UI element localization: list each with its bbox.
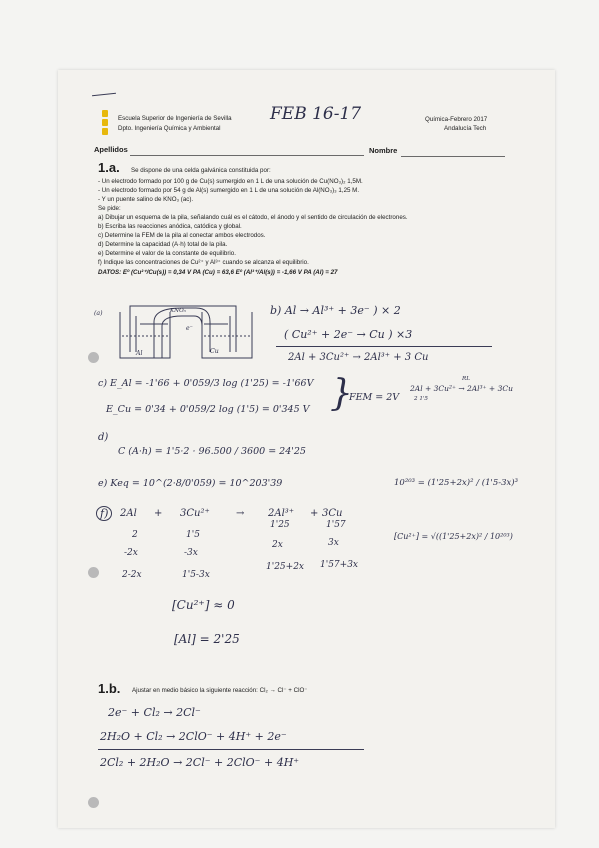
nombre-label: Nombre [369,146,398,155]
part-f-eq-cu: 1'5-3x [182,570,210,580]
galvanic-cell-sketch [110,302,270,372]
university-logo-icon [102,110,108,137]
punch-hole-3 [88,797,99,808]
part-f-label: f) [96,506,112,521]
task-c: c) Determine la FEM de la pila al conectar ambos electrodos. [98,232,266,239]
part-1b-line-2: 2H₂O + Cl₂ → 2ClO⁻ + 4H⁺ + 2e⁻ [100,730,287,743]
part-f-result-cu: [Cu²⁺] ≈ 0 [172,598,235,612]
part-a-label: (a) [94,310,103,317]
part-f-result-al: [Al] = 2'25 [174,632,240,646]
part-c-side-values: 2 1'5 [414,396,428,402]
part-f-eq-al: 2-2x [122,570,142,580]
se-pide-label: Se pide: [98,205,121,212]
task-e: e) Determine el valor de la constante de equilibrio. [98,250,236,257]
part-f-change-cu-product: 3x [328,538,339,548]
part-d-line-1: C (A·h) = 1'5·2 · 96.500 / 3600 = 24'25 [118,446,306,457]
part-d-label: d) [98,432,109,443]
sketch-kno3-label: KNO₃ [170,308,186,314]
part-f-initial-cu: 1'5 [186,530,200,540]
part-f-reaction-arrow: → [236,508,245,519]
part-b-underline [276,346,492,347]
part-1b-line-3: 2Cl₂ + 2H₂O → 2Cl⁻ + 2ClO⁻ + 4H⁺ [100,756,300,769]
question-1b-text: Ajustar en medio básico la siguiente reacción: Cl₂ → Cl⁻ + ClO⁻ [132,687,308,694]
part-e-line-1: e) Keq = 10^(2·8/0'059) = 10^203'39 [98,478,283,489]
apellidos-line [130,155,364,156]
top-scribble [92,93,116,97]
part-f-change-al3: 2x [272,540,283,550]
part-c-side-rl: RL [462,376,470,382]
handwritten-date: FEB 16-17 [270,104,362,124]
punch-hole-1 [88,352,99,363]
part-b-line-3: 2Al + 3Cu²⁺ → 2Al³⁺ + 3 Cu [288,352,429,363]
part-c-brace: } [330,373,353,414]
part-f-reaction-plus-1: + [154,508,163,519]
part-c-fem: FEM = 2V [349,392,400,403]
part-c-line-2: E_Cu = 0'34 + 0'059/2 log (1'5) = 0'345 V [106,404,310,415]
part-f-cu-expression: [Cu²⁺] = √((1'25+2x)² / 10²⁰³) [394,532,513,541]
part-f-initial-cu-product: 1'57 [326,520,346,530]
question-1a-intro: Se dispone de una celda galvánica constituida por: [131,167,271,174]
question-1a-bullet-1: - Un electrodo formado por 100 g de Cu(s) sumergido en 1 L de una solución de Cu(NO₃)₂ 1,5M. [98,178,363,185]
question-1a-bullet-3: - Y un puente salino de KNO₃ (ac). [98,196,194,203]
part-c-side-reaction: 2Al + 3Cu²⁺ → 2Al³⁺ + 3Cu [410,384,513,393]
sketch-al-label: Al [136,350,143,357]
task-a: a) Dibujar un esquema de la pila, señalando cuál es el cátodo, el ánodo y el sentido de circulación de electrones. [98,214,408,221]
part-f-reaction-3cu-product: 3Cu [322,508,343,519]
punch-hole-2 [88,567,99,578]
sketch-cu-label: Cu [210,348,219,355]
task-f: f) Indique las concentraciones de Cu²⁺ y Al³⁺ cuando se alcanza el equilibrio. [98,259,309,266]
part-f-initial-al: 2 [132,530,138,540]
part-f-reaction-2al: 2Al [120,508,137,519]
sketch-electron-label: e⁻ [186,325,193,332]
task-d: d) Determine la capacidad (A·h) total de la pila. [98,241,228,248]
part-e-right: 10²⁰³ = (1'25+2x)² / (1'5-3x)³ [394,478,519,488]
part-f-initial-al3: 1'25 [270,520,290,530]
exam-sheet [58,70,555,828]
task-b: b) Escriba las reacciones anódica, catódica y global. [98,223,242,230]
campus-name: Andalucía Tech [444,125,487,132]
part-f-reaction-plus-2: + [310,508,319,519]
department-name: Dpto. Ingeniería Química y Ambiental [118,125,221,132]
part-1b-underline [98,749,364,750]
part-c-line-1: c) E_Al = -1'66 + 0'059/3 log (1'25) = -1'66V [98,378,314,389]
question-1a-bullet-2: - Un electrodo formado por 54 g de Al(s) sumergido en 1 L de una solución de Al(NO₃)₃ 1,25 M. [98,187,360,194]
school-name: Escuela Superior de Ingeniería de Sevilla [118,115,232,122]
part-f-change-cu: -3x [184,548,198,558]
course-title: Química-Febrero 2017 [425,116,488,123]
part-f-change-al: -2x [124,548,138,558]
part-f-reaction-2al3: 2Al³⁺ [268,508,295,519]
part-b-line-2: ( Cu²⁺ + 2e⁻ → Cu ) ×3 [284,328,413,341]
question-1a-number: 1.a. [98,160,120,175]
part-f-eq-cu-product: 1'57+3x [320,560,358,570]
datos-line: DATOS: Eº (Cu²⁺/Cu(s)) = 0,34 V PA (Cu) = 63,6 Eº (Al³⁺/Al(s)) = -1,66 V PA (Al) = 27 [98,269,338,276]
question-1b-number: 1.b. [98,681,121,696]
part-b-line-1: b) Al → Al³⁺ + 3e⁻ ) × 2 [270,304,401,317]
nombre-line [401,156,505,157]
part-1b-line-1: 2e⁻ + Cl₂ → 2Cl⁻ [108,706,201,719]
part-f-reaction-3cu: 3Cu²⁺ [180,508,210,519]
apellidos-label: Apellidos [94,145,128,154]
part-f-eq-al3: 1'25+2x [266,562,304,572]
